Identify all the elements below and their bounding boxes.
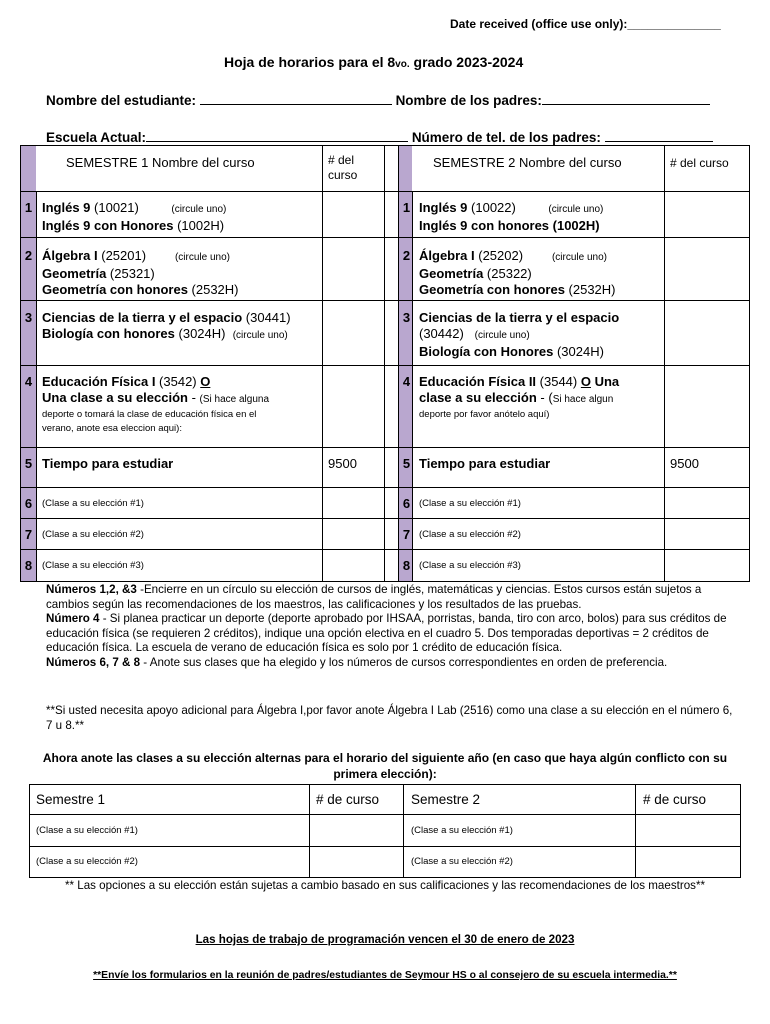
row-number-5-sem2: 5 (402, 456, 411, 471)
sem2-header: SEMESTRE 2 Nombre del curso (433, 155, 622, 170)
instructions-notes: Números 1,2, &3 -Encierre en un círculo su elección de cursos de inglés, matemáticas y ciencias. Estos cursos están sujetos a cambios según las recomendaciones de los maestros, las calificaciones y los resultados de las pruebas. Número 4 - Si planea practicar un deporte (deporte aprobado por IHSAA, porristas, banda, tiro con arco, bolos) para sus créditos de educación física (se requieren 2 créditos), indique una opción electiva en el cuadro 5. Dos temporadas deportivas = 2 créditos de educación física. La escuela de verano de educación física es solo por 1 crédito de educación física. Números 6, 7 & 8 - Anote sus clases que ha elegido y los números de cursos correspondientes en orden de preferencia. (46, 583, 727, 669)
alt-sem1-header: Semestre 1 (36, 792, 106, 807)
school-blank[interactable] (146, 129, 408, 142)
alt-row1-sem2[interactable]: (Clase a su elección #1) (411, 825, 513, 836)
alt-sem2-header: Semestre 2 (411, 792, 481, 807)
row-number-3-sem2: 3 (402, 310, 411, 325)
alt-row1-sem1[interactable]: (Clase a su elección #1) (36, 825, 138, 836)
alt-row2-sem2[interactable]: (Clase a su elección #2) (411, 856, 513, 867)
page-title: Hoja de horarios para el 8vo. grado 2023-2024 (224, 54, 524, 70)
row6-sem1-course[interactable]: (Clase a su elección #1) (42, 498, 144, 509)
alt-num2-header: # de curso (643, 792, 707, 807)
student-name-field[interactable]: Nombre del estudiante: Nombre de los padres: (46, 92, 710, 108)
alt-num1-header: # de curso (316, 792, 380, 807)
sem1-header: SEMESTRE 1 Nombre del curso (66, 155, 255, 170)
row-number-8: 8 (24, 558, 33, 573)
row5-sem1-course[interactable]: Tiempo para estudiar (42, 456, 174, 471)
row1-sem2-course[interactable]: Inglés 9 (10022) (circule uno) Inglés 9 con honores (1002H) (419, 200, 604, 233)
row-number-3: 3 (24, 310, 33, 325)
row8-sem1-course[interactable]: (Clase a su elección #3) (42, 560, 144, 571)
algebra-lab-note: **Si usted necesita apoyo adicional para Álgebra I,por favor anote Álgebra I Lab (2516) como una clase a su elección en el número 6, 7 u 8.** (46, 704, 733, 732)
row-number-5: 5 (24, 456, 33, 471)
row-number-6-sem2: 6 (402, 496, 411, 511)
row4-sem1-course[interactable]: Educación Física I (3542) O Una clase a su elección - (Si hace alguna deporte o tomará la clase de educación física en el verano, anote esa eleccion aqui): (42, 374, 270, 434)
row2-sem2-course[interactable]: Álgebra I (25202) (circule uno) Geometría (25322) Geometría con honores (2532H) (419, 248, 616, 297)
row6-sem2-course[interactable]: (Clase a su elección #1) (419, 498, 521, 509)
row-number-1: 1 (24, 200, 33, 215)
alternate-choices-table (29, 784, 741, 878)
row-number-2: 2 (24, 248, 33, 263)
schedule-table (20, 145, 750, 582)
parents-name-blank[interactable] (542, 92, 710, 105)
row-number-7-sem2: 7 (402, 527, 411, 542)
row3-sem1-course[interactable]: Ciencias de la tierra y el espacio (30441) Biología con honores (3024H) (circule uno) (42, 310, 291, 341)
school-field[interactable]: Escuela Actual: Número de tel. de los padres: (46, 129, 713, 145)
row8-sem2-course[interactable]: (Clase a su elección #3) (419, 560, 521, 571)
row5-sem2-code: 9500 (670, 456, 699, 471)
submit-note: **Envíe los formularios en la reunión de padres/estudiantes de Seymour HS o al consejero de su escuela intermedia.** (93, 970, 677, 981)
row1-sem1-course[interactable]: Inglés 9 (10021) (circule uno) Inglés 9 con Honores (1002H) (42, 200, 227, 233)
row2-sem1-course[interactable]: Álgebra I (25201) (circule uno) Geometría (25321) Geometría con honores (2532H) (42, 248, 239, 297)
sem2-course-number-header: # del curso (670, 156, 729, 170)
row-number-7: 7 (24, 527, 33, 542)
office-use-line: Date received (office use only):______________ (450, 17, 721, 31)
row-number-2-sem2: 2 (402, 248, 411, 263)
deadline-note: Las hojas de trabajo de programación vencen el 30 de enero de 2023 (195, 933, 575, 946)
row-number-8-sem2: 8 (402, 558, 411, 573)
row-number-1-sem2: 1 (402, 200, 411, 215)
options-note: ** Las opciones a su elección están sujetas a cambio basado en sus calificaciones y las recomendaciones de los maestros** (65, 879, 705, 892)
row-number-4: 4 (24, 374, 33, 389)
row7-sem1-course[interactable]: (Clase a su elección #2) (42, 529, 144, 540)
row5-sem1-code: 9500 (328, 456, 357, 471)
row5-sem2-course[interactable]: Tiempo para estudiar (419, 456, 551, 471)
row-number-4-sem2: 4 (402, 374, 411, 389)
row4-sem2-course[interactable]: Educación Física II (3544) O Una clase a su elección - (Si hace algun deporte por favor anótelo aquí) (419, 374, 620, 420)
phone-blank[interactable] (605, 129, 713, 142)
sem1-course-number-header: # del curso (328, 153, 358, 182)
row7-sem2-course[interactable]: (Clase a su elección #2) (419, 529, 521, 540)
alt-row2-sem1[interactable]: (Clase a su elección #2) (36, 856, 138, 867)
row3-sem2-course[interactable]: Ciencias de la tierra y el espacio (30442) (circule uno) Biología con Honores (3024H) (419, 310, 620, 359)
alternate-heading: Ahora anote las clases a su elección alternas para el horario del siguiente año (en caso que haya algún conflicto con su primera elección): (42, 751, 728, 781)
student-name-blank[interactable] (200, 92, 392, 105)
row-number-6: 6 (24, 496, 33, 511)
